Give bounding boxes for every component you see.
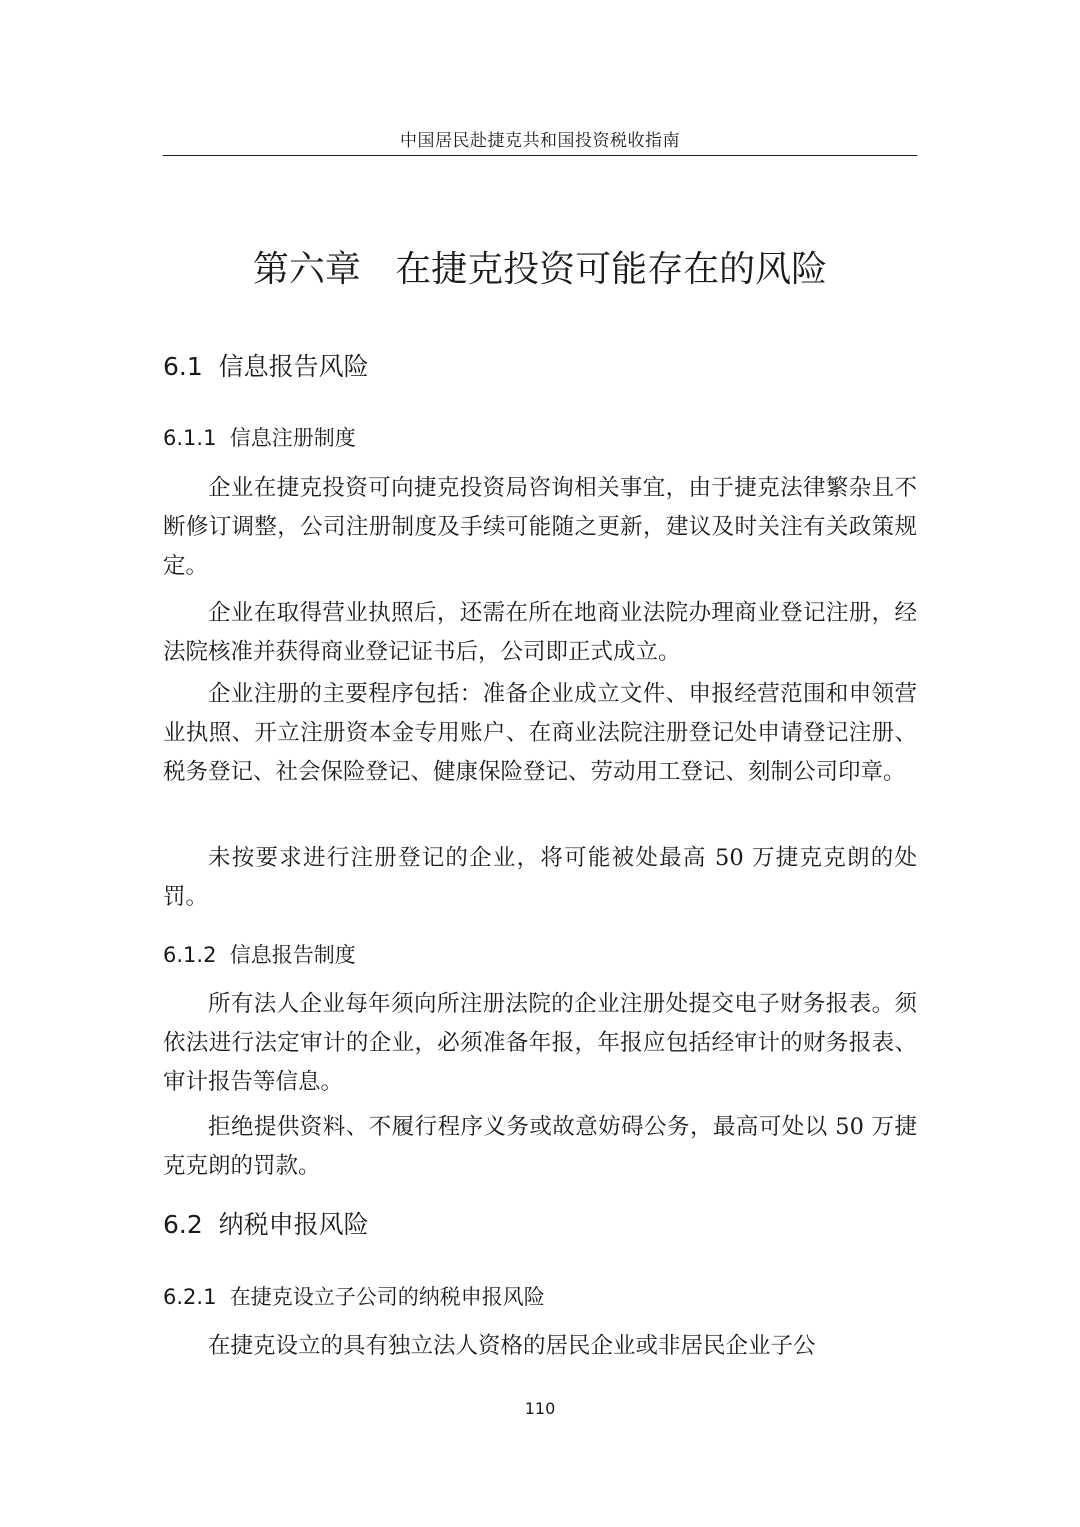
chapter-title: 第六章 在捷克投资可能存在的风险 [252, 249, 828, 290]
paragraph: 拒绝提供资料、不履行程序义务或故意妨碍公务，最高可处以 50 万捷克克朗的罚款。 [163, 1114, 917, 1179]
section-heading-6-1: 6.1 信息报告风险 [163, 352, 369, 381]
running-header: 中国居民赴捷克共和国投资税收指南 [400, 131, 680, 151]
paragraph: 在捷克设立的具有独立法人资格的居民企业或非居民企业子公 [208, 1333, 816, 1359]
section-heading-6-2: 6.2 纳税申报风险 [163, 1210, 369, 1239]
subsection-heading-6-2-1: 6.2.1 在捷克设立子公司的纳税申报风险 [163, 1285, 545, 1309]
paragraph: 未按要求进行注册登记的企业，将可能被处最高 50 万捷克克朗的处罚。 [163, 845, 917, 910]
page-number: 110 [524, 1399, 556, 1418]
paragraph: 所有法人企业每年须向所注册法院的企业注册处提交电子财务报表。须依法进行法定审计的企业，必须准备年报，年报应包括经审计的财务报表、审计报告等信息。 [163, 991, 917, 1095]
header-divider [163, 155, 917, 156]
paragraph: 企业注册的主要程序包括：准备企业成立文件、申报经营范围和申领营业执照、开立注册资本金专用账户、在商业法院注册登记处申请登记注册、税务登记、社会保险登记、健康保险登记、劳动用工登记、刻制公司印章。 [163, 681, 917, 785]
paragraph: 企业在捷克投资可向捷克投资局咨询相关事宜，由于捷克法律繁杂且不断修订调整，公司注册制度及手续可能随之更新，建议及时关注有关政策规定。 [163, 475, 917, 579]
paragraph: 企业在取得营业执照后，还需在所在地商业法院办理商业登记注册，经法院核准并获得商业登记证书后，公司即正式成立。 [163, 600, 917, 665]
subsection-heading-6-1-1: 6.1.1 信息注册制度 [163, 426, 356, 450]
subsection-heading-6-1-2: 6.1.2 信息报告制度 [163, 943, 356, 967]
